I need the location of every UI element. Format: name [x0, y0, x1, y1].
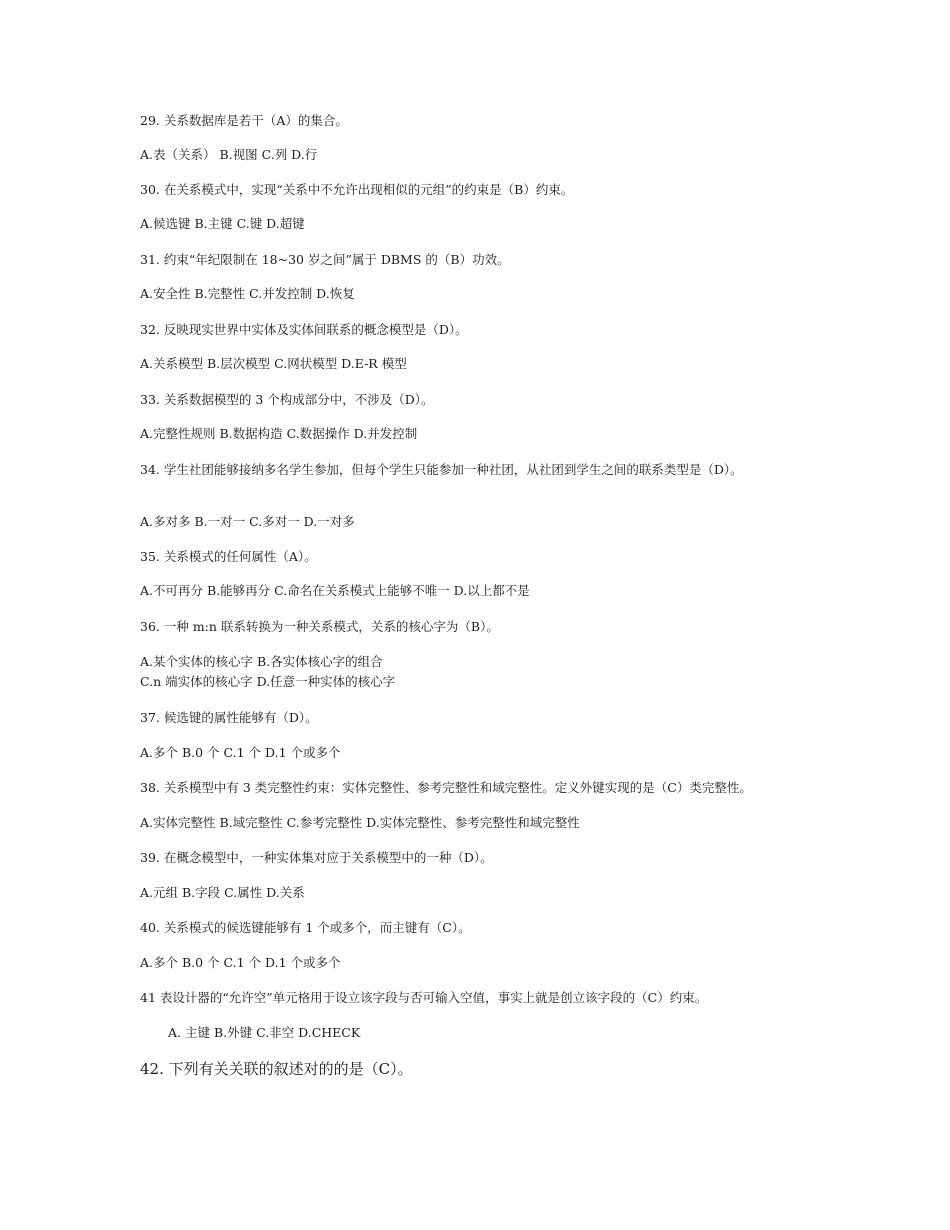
- question-38: 38. 关系模型中有 3 类完整性约束：实体完整性、参考完整性和域完整性。定义外键实现的是（C）类完整性。: [140, 780, 752, 795]
- options-29: A.表（关系） B.视图 C.列 D.行: [140, 147, 318, 162]
- options-39: A.元组 B.字段 C.属性 D.关系: [140, 885, 305, 900]
- options-37: A.多个 B.0 个 C.1 个 D.1 个或多个: [140, 745, 341, 760]
- options-40: A.多个 B.0 个 C.1 个 D.1 个或多个: [140, 955, 341, 970]
- question-36: 36. 一种 m:n 联系转换为一种关系模式，关系的核心字为（B）。: [140, 619, 499, 634]
- question-33: 33. 关系数据模型的 3 个构成部分中，不涉及（D）。: [140, 392, 434, 407]
- question-31: 31. 约束“年纪限制在 18~30 岁之间”属于 DBMS 的（B）功效。: [140, 252, 510, 267]
- question-35: 35. 关系模式的任何属性（A）。: [140, 549, 317, 564]
- options-41: A. 主键 B.外键 C.非空 D.CHECK: [168, 1025, 361, 1040]
- question-30: 30. 在关系模式中，实现“关系中不允许出现相似的元组”的约束是（B）约束。: [140, 182, 574, 197]
- options-32: A.关系模型 B.层次模型 C.网状模型 D.E-R 模型: [140, 356, 407, 371]
- options-34: A.多对多 B.一对一 C.多对一 D.一对多: [140, 514, 355, 529]
- question-37: 37. 候选键的属性能够有（D）。: [140, 710, 318, 725]
- question-29: 29. 关系数据库是若干（A）的集合。: [140, 113, 348, 128]
- question-40: 40. 关系模式的候选键能够有 1 个或多个，而主键有（C）。: [140, 920, 471, 935]
- question-41: 41 表设计器的“允许空”单元格用于设立该字段与否可输入空值，事实上就是创立该字段的（C）约束。: [140, 990, 708, 1005]
- options-36-cd: C.n 端实体的核心字 D.任意一种实体的核心字: [140, 674, 396, 689]
- question-39: 39. 在概念模型中，一种实体集对应于关系模型中的一种（D）。: [140, 850, 493, 865]
- question-32: 32. 反映现实世界中实体及实体间联系的概念模型是（D）。: [140, 322, 468, 337]
- options-33: A.完整性规则 B.数据构造 C.数据操作 D.并发控制: [140, 426, 418, 441]
- options-35: A.不可再分 B.能够再分 C.命名在关系模式上能够不唯一 D.以上都不是: [140, 583, 530, 598]
- options-31: A.安全性 B.完整性 C.并发控制 D.恢复: [140, 286, 355, 301]
- options-36-ab: A.某个实体的核心字 B.各实体核心字的组合: [140, 654, 383, 669]
- question-42: 42. 下列有关关联的叙述对的的是（C）。: [140, 1060, 413, 1078]
- options-30: A.候选键 B.主键 C.键 D.超键: [140, 216, 305, 231]
- options-38: A.实体完整性 B.域完整性 C.参考完整性 D.实体完整性、参考完整性和域完整性: [140, 815, 580, 830]
- question-34: 34. 学生社团能够接纳多名学生参加，但每个学生只能参加一种社团，从社团到学生之间的联系类型是（D）。: [140, 462, 743, 477]
